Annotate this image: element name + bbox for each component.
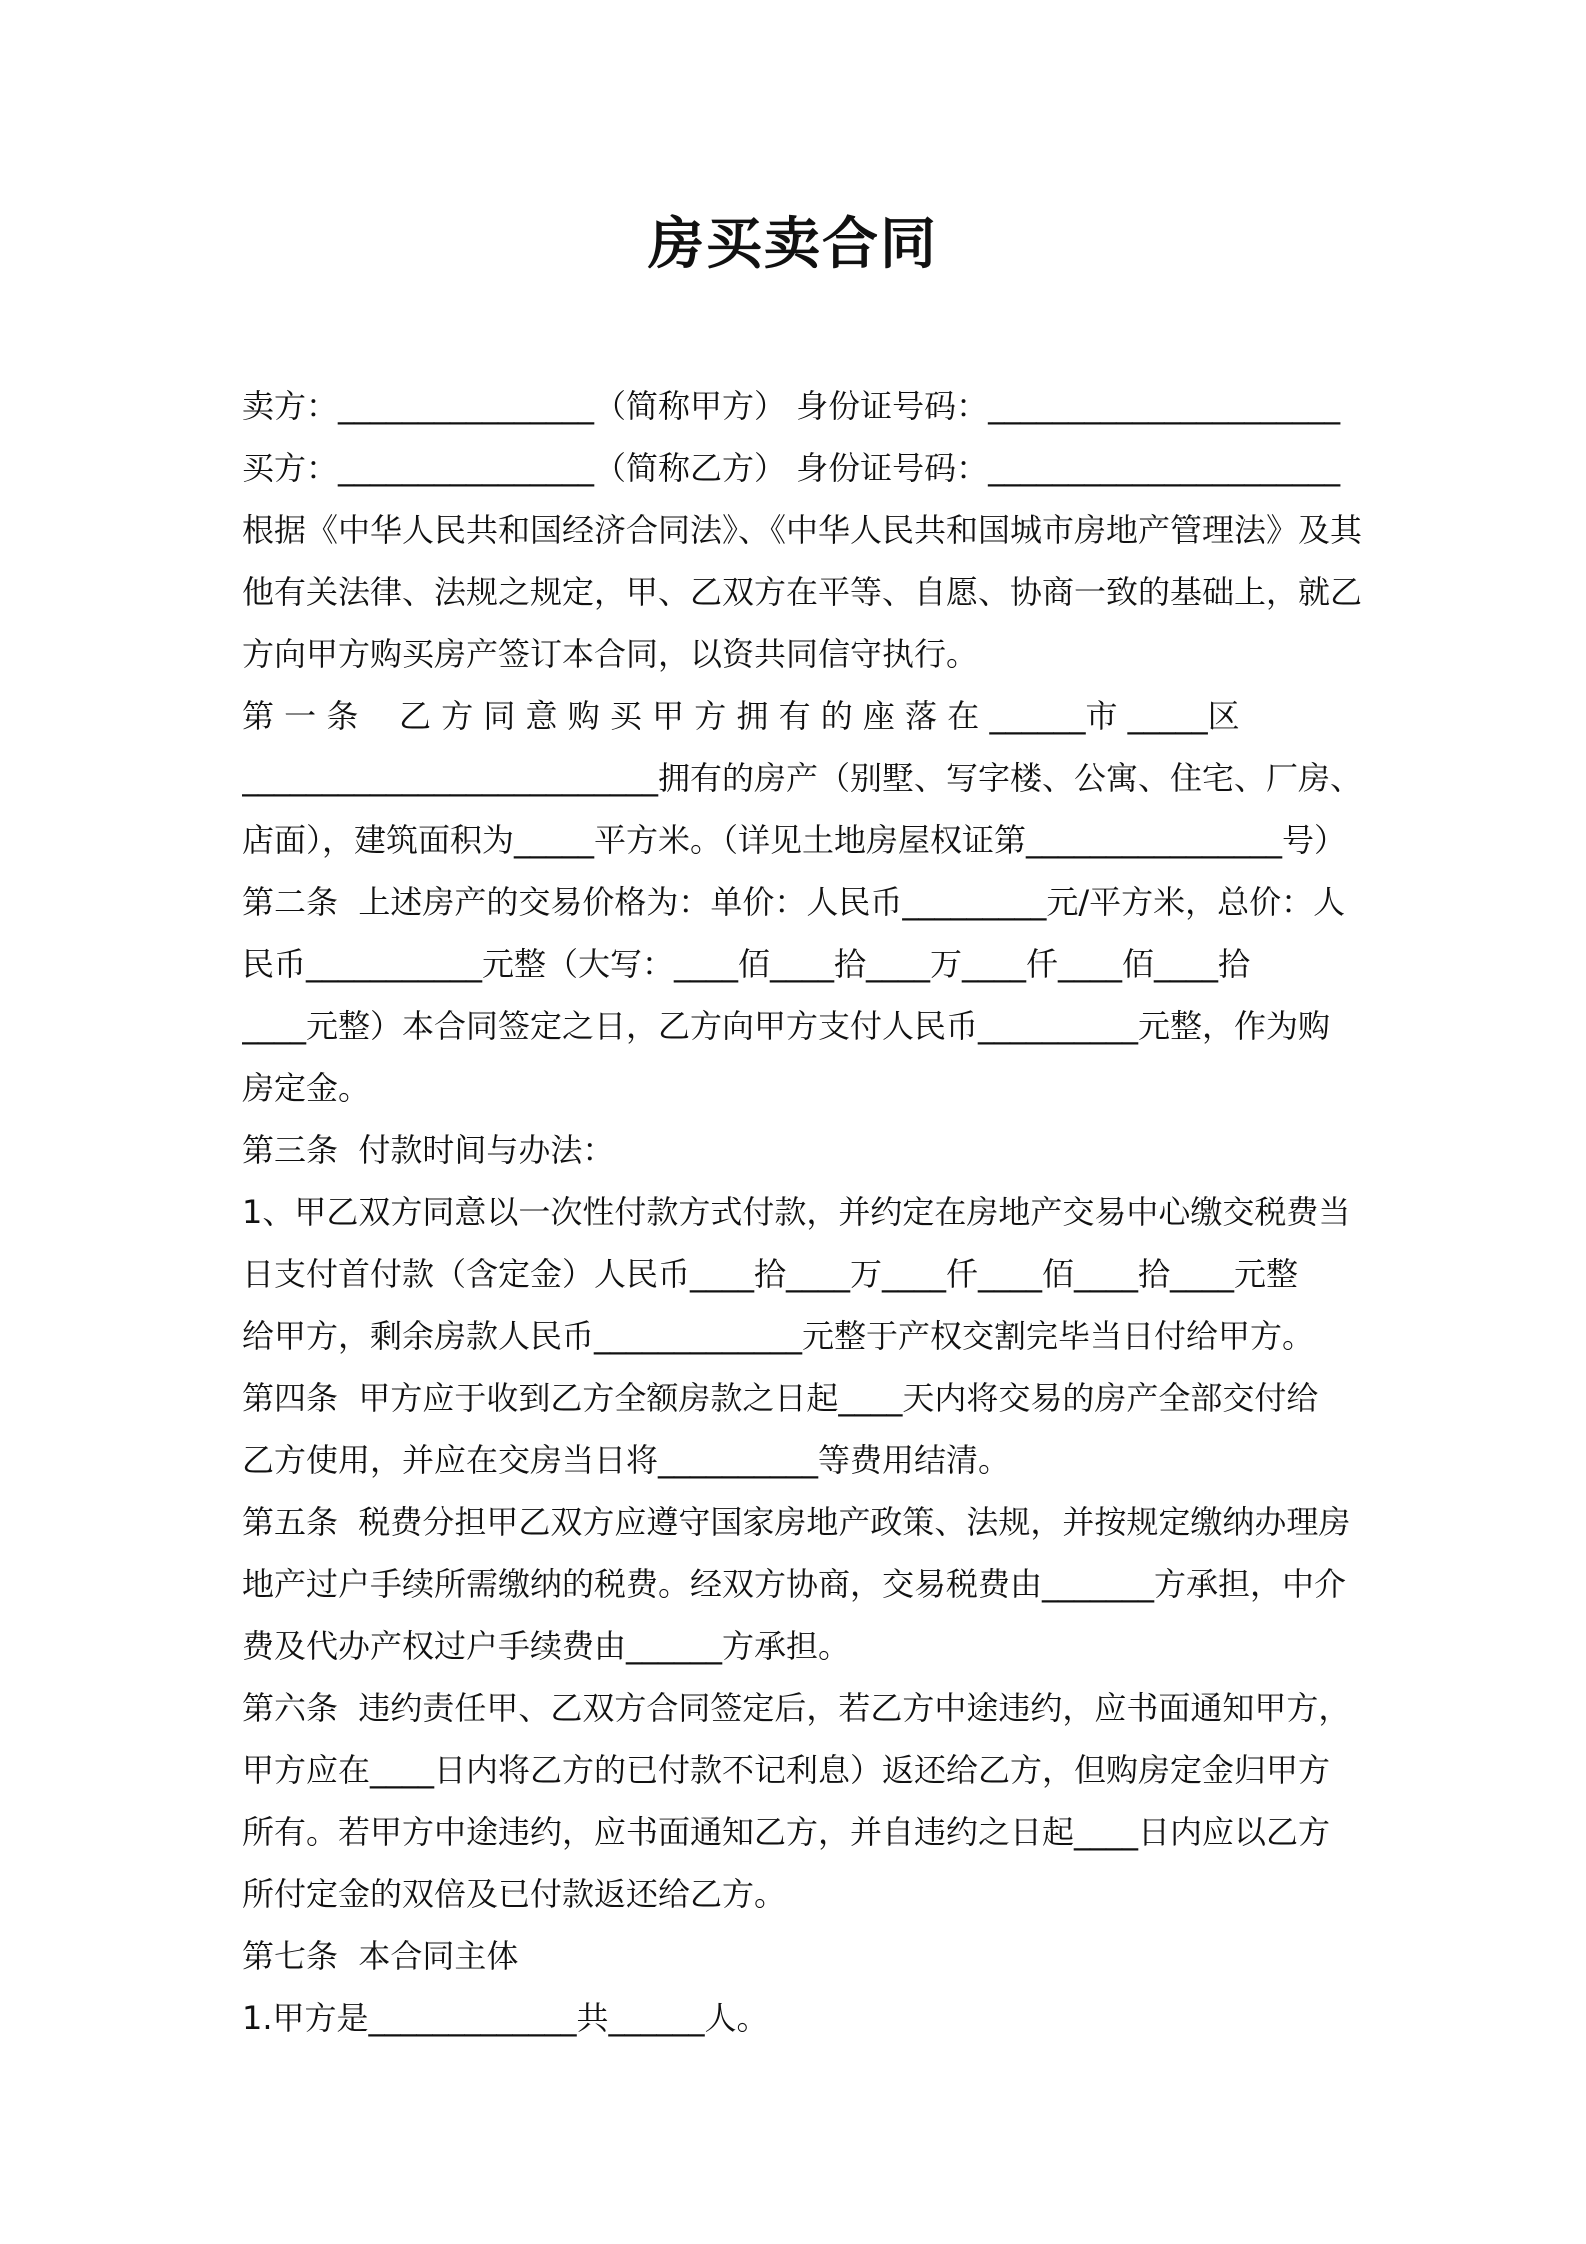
document-line: 1、甲乙双方同意以一次性付款方式付款，并约定在房地产交易中心缴交税费当	[242, 1193, 1351, 1231]
document-line: 民币___________元整（大写：____佰____拾____万____仟____佰____拾	[242, 945, 1251, 983]
document-line: 第四条 甲方应于收到乙方全额房款之日起____天内将交易的房产全部交付给	[242, 1379, 1319, 1417]
document-line: 根据《中华人民共和国经济合同法》、《中华人民共和国城市房地产管理法》及其	[242, 511, 1362, 549]
document-line: 卖方：________________（简称甲方） 身份证号码：______________________	[242, 387, 1341, 425]
document-line: 所有。若甲方中途违约，应书面通知乙方，并自违约之日起____日内应以乙方	[242, 1813, 1331, 1851]
document-line: 方向甲方购买房产签订本合同，以资共同信守执行。	[242, 635, 979, 673]
document-line: 费及代办产权过户手续费由______方承担。	[242, 1627, 851, 1665]
document-line: 店面），建筑面积为_____平方米。（详见土地房屋权证第________________号）	[242, 821, 1347, 859]
document-title: 房买卖合同	[648, 212, 938, 277]
document-line: 第三条 付款时间与办法：	[242, 1131, 615, 1169]
document-line: 日支付首付款（含定金）人民币____拾____万____仟____佰____拾____元整	[242, 1255, 1299, 1293]
document-line: 他有关法律、法规之规定，甲、乙双方在平等、自愿、协商一致的基础上，就乙	[242, 573, 1362, 611]
document-line: 甲方应在____日内将乙方的已付款不记利息）返还给乙方，但购房定金归甲方	[242, 1751, 1331, 1789]
document-line: 第六条 违约责任甲、乙双方合同签定后，若乙方中途违约，应书面通知甲方，	[242, 1689, 1351, 1727]
document-line: 1.甲方是_____________共______人。	[242, 1999, 769, 2037]
document-line: 乙方使用，并应在交房当日将__________等费用结清。	[242, 1441, 1011, 1479]
document-line: __________________________拥有的房产（别墅、写字楼、公寓、住宅、厂房、	[242, 759, 1362, 797]
document-line: 地产过户手续所需缴纳的税费。经双方协商，交易税费由_______方承担，中介	[242, 1565, 1347, 1603]
document-line: 第七条 本合同主体	[242, 1937, 519, 1975]
document-line: 给甲方，剩余房款人民币_____________元整于产权交割完毕当日付给甲方。	[242, 1317, 1315, 1355]
document-line: 第五条 税费分担甲乙双方应遵守国家房地产政策、法规，并按规定缴纳办理房	[242, 1503, 1351, 1541]
document-line: 所付定金的双倍及已付款返还给乙方。	[242, 1875, 787, 1913]
document-line: 第 一 条 乙 方 同 意 购 买 甲 方 拥 有 的 座 落 在 ______市 _____区	[242, 697, 1240, 735]
document-line: 房定金。	[242, 1069, 371, 1107]
document-line: 买方：________________（简称乙方） 身份证号码：______________________	[242, 449, 1341, 487]
document-line: 第二条 上述房产的交易价格为：单价：人民币_________元/平方米，总价：人	[242, 883, 1346, 921]
document-body	[242, 375, 1362, 2049]
document-line: ____元整）本合同签定之日，乙方向甲方支付人民币__________元整，作为购	[242, 1007, 1331, 1045]
